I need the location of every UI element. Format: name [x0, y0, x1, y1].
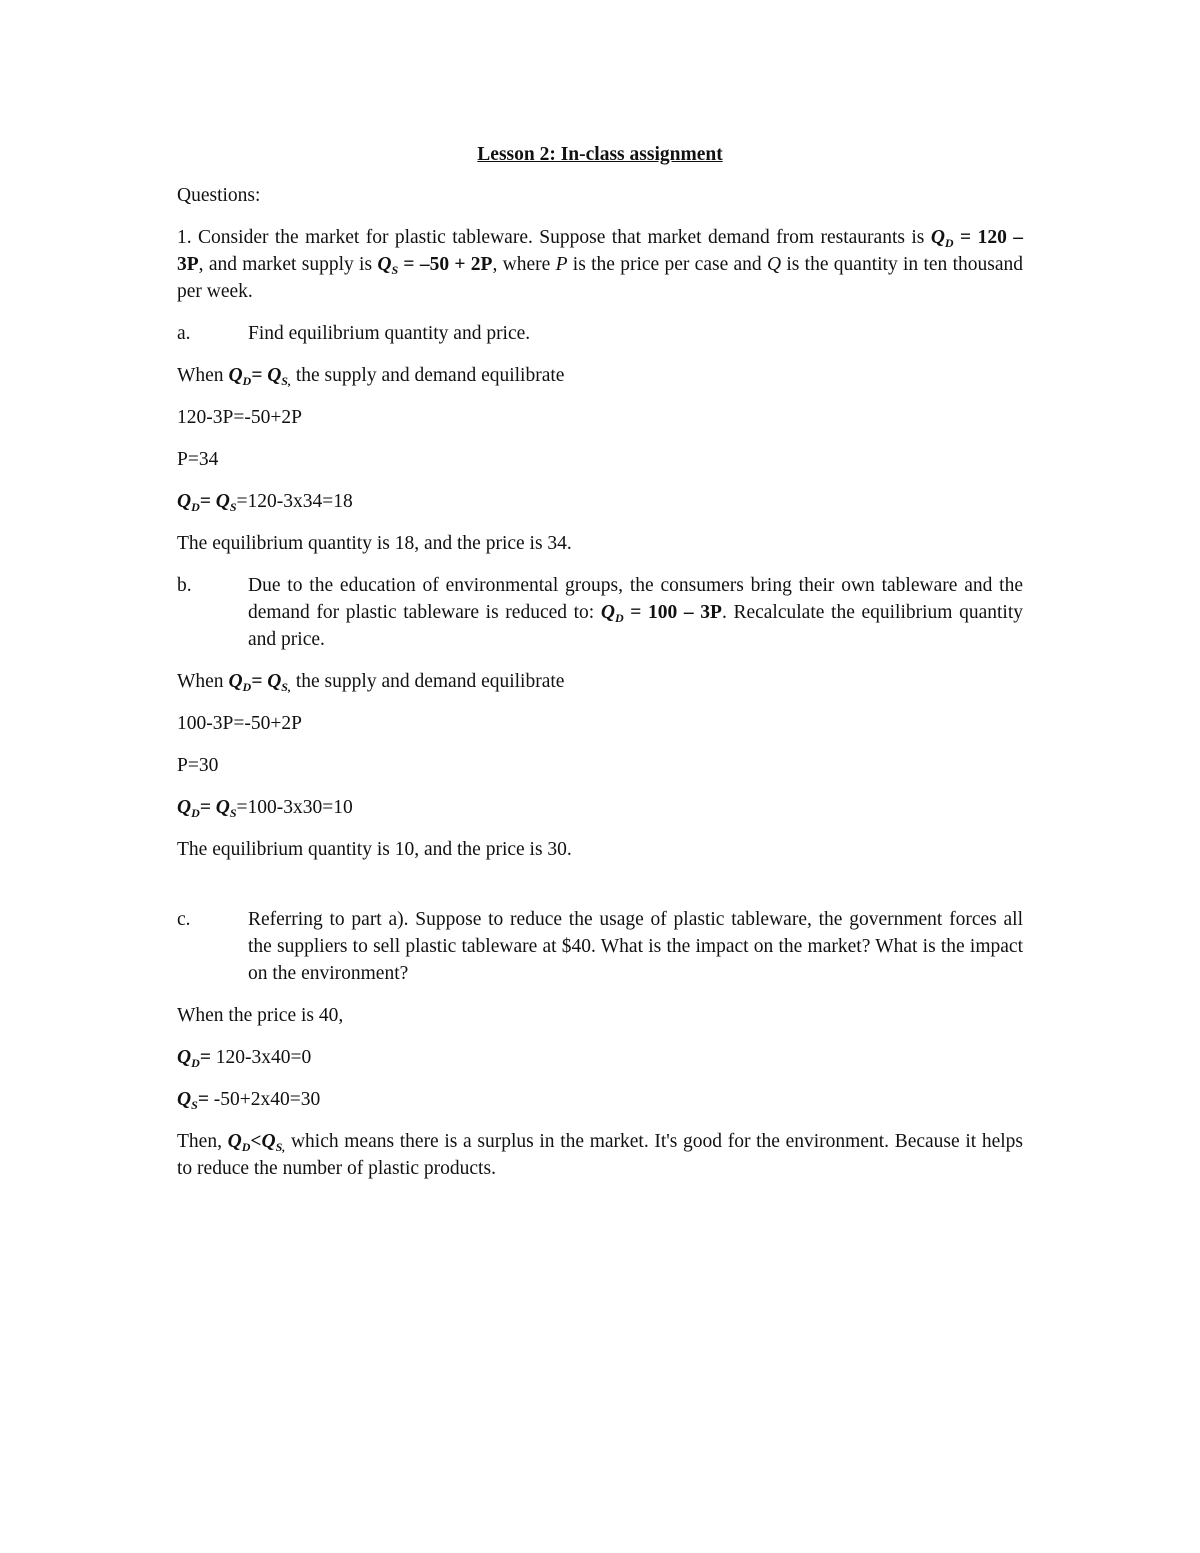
page-title: Lesson 2: In-class assignment — [477, 144, 723, 165]
q1-intro-b: , and market supply is — [198, 254, 378, 275]
q1-intro-c: , where — [492, 254, 556, 275]
part-a-question — [177, 320, 1023, 347]
part-a-question-text: Find equilibrium quantity and price. — [248, 323, 531, 344]
part-c-question-text: Referring to part a). Suppose to reduce the usage of plastic tableware, the government forces all the suppliers to sell plastic tableware at $40. What is the impact on the market? What is the impact on the environment? — [248, 909, 1023, 984]
part-b-question — [177, 572, 1023, 653]
s-subscript: S — [281, 680, 288, 694]
part-c-price-line: When the price is 40, — [177, 1005, 344, 1026]
less-than-sign: < — [250, 1131, 262, 1152]
comma: , — [287, 374, 291, 388]
question-1-text — [177, 224, 1023, 305]
d-subscript: D — [242, 374, 252, 388]
part-a-conclusion: The equilibrium quantity is 18, and the price is 34. — [177, 533, 572, 554]
part-b-question-text — [248, 572, 1023, 653]
part-c-conclusion — [177, 1128, 1023, 1182]
q-symbol: Q — [261, 1131, 276, 1152]
q-symbol: Q — [267, 365, 282, 386]
part-c-qs-calc — [177, 1086, 1023, 1113]
part-a-marker: a. — [177, 323, 191, 344]
part-c-qd-calc — [177, 1044, 1023, 1071]
part-b-conclusion: The equilibrium quantity is 10, and the price is 30. — [177, 839, 572, 860]
when-suffix: the supply and demand equilibrate — [290, 365, 565, 386]
equals-sign: = — [199, 797, 211, 818]
equals-sign: = — [251, 365, 263, 386]
d-subscript: D — [191, 500, 200, 514]
equals-sign: = — [199, 491, 211, 512]
equals-sign: = — [251, 671, 263, 692]
then-suffix: which means there is a surplus in the market. It's good for the environment. Because it helps to reduce the number of plastic products. — [177, 1131, 1023, 1179]
s-subscript: S — [191, 1098, 198, 1112]
part-a-quantity-calc — [177, 488, 1023, 515]
quantity-calc: =120-3x34=18 — [236, 491, 353, 512]
q-symbol: Q — [177, 1089, 192, 1110]
s-subscript: S — [391, 263, 399, 277]
part-a-price: P=34 — [177, 449, 219, 470]
part-a-when-line — [177, 362, 1023, 389]
q-symbol: Q — [600, 602, 615, 623]
d-subscript: D — [944, 236, 954, 250]
q1-intro-e: is the quantity in ten thousand per week. — [177, 254, 1023, 302]
q1-demand-equation: = 120 – 3P — [177, 227, 1023, 275]
s-subscript: S — [229, 500, 237, 514]
q-symbol: Q — [228, 671, 243, 692]
s-subscript: S — [275, 1140, 283, 1154]
q-symbol: Q — [177, 797, 192, 818]
d-subscript: D — [191, 806, 200, 820]
quantity-calc: =100-3x30=10 — [236, 797, 353, 818]
q-symbol: Q — [377, 254, 392, 275]
part-a-equation: 120-3P=-50+2P — [177, 407, 302, 428]
q1-supply-equation: = –50 + 2P — [403, 254, 493, 275]
blank-line — [177, 878, 1023, 906]
q-variable: Q — [766, 254, 782, 275]
q-symbol: Q — [228, 365, 243, 386]
q1-intro-d: is the price per case and — [567, 254, 767, 275]
part-b-equation: 100-3P=-50+2P — [177, 713, 302, 734]
equals-sign: = — [197, 1089, 209, 1110]
part-b-price: P=30 — [177, 755, 219, 776]
part-b-text-a: Due to the education of environmental groups, the consumers bring their own tableware and the demand for plastic tableware is reduced to: — [248, 575, 1023, 623]
s-subscript: S — [281, 374, 288, 388]
q-symbol: Q — [177, 1047, 192, 1068]
q-symbol: Q — [177, 491, 192, 512]
part-b-when-line — [177, 668, 1023, 695]
comma: , — [287, 680, 291, 694]
d-subscript: D — [191, 1056, 200, 1070]
questions-heading: Questions: — [177, 185, 261, 206]
q-symbol: Q — [215, 797, 230, 818]
q-symbol: Q — [227, 1131, 242, 1152]
d-subscript: D — [242, 680, 252, 694]
q-symbol: Q — [267, 671, 282, 692]
document-body — [177, 141, 1023, 1197]
p-variable: P — [555, 254, 568, 275]
part-b-demand-equation: = 100 – 3P — [630, 602, 722, 623]
comma: , — [282, 1140, 286, 1154]
part-b-text-b: . Recalculate the equilibrium quantity and price. — [248, 602, 1024, 650]
q-symbol: Q — [930, 227, 945, 248]
part-c-marker: c. — [177, 909, 191, 930]
equals-sign: = — [199, 1047, 211, 1068]
when-suffix: the supply and demand equilibrate — [290, 671, 565, 692]
q1-intro-a: 1. Consider the market for plastic tableware. Suppose that market demand from restaurants is — [177, 227, 931, 248]
qs-calc: -50+2x40=30 — [208, 1089, 321, 1110]
part-c-question — [177, 906, 1023, 987]
qd-calc: 120-3x40=0 — [210, 1047, 312, 1068]
then-prefix: Then, — [177, 1131, 228, 1152]
s-subscript: S — [229, 806, 237, 820]
d-subscript: D — [241, 1140, 251, 1154]
when-prefix: When — [177, 671, 229, 692]
part-b-marker: b. — [177, 575, 192, 596]
part-b-quantity-calc — [177, 794, 1023, 821]
q-symbol: Q — [215, 491, 230, 512]
when-prefix: When — [177, 365, 229, 386]
d-subscript: D — [614, 611, 624, 625]
